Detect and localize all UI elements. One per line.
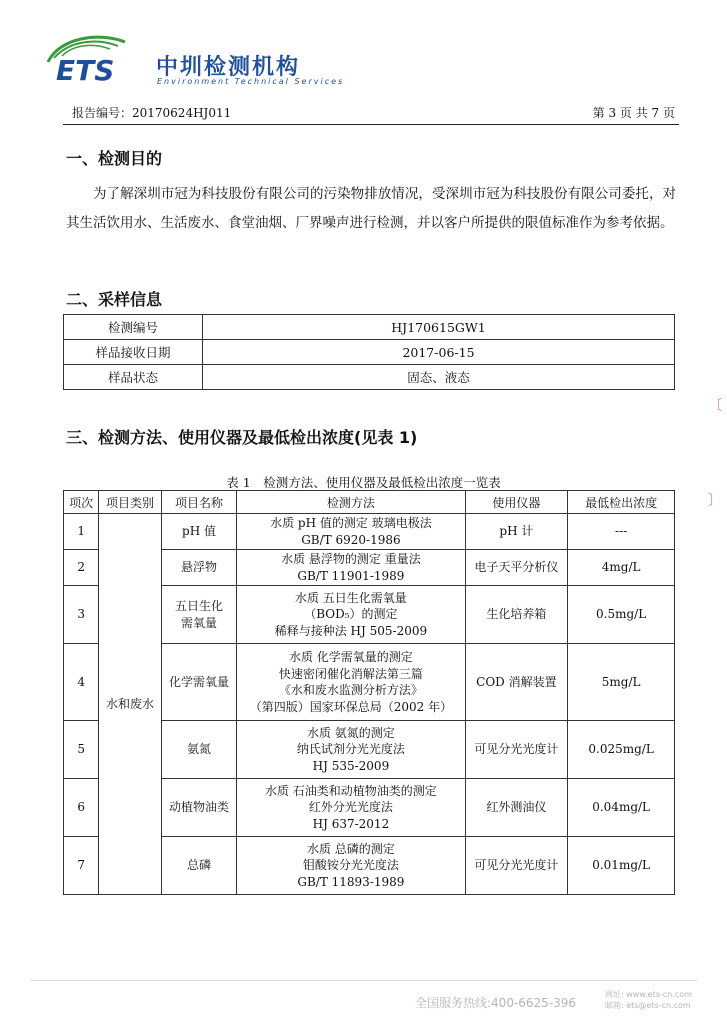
item-name-line: 需氧量 xyxy=(181,615,218,630)
website: 网址: www.ets-cn.com xyxy=(605,990,692,999)
stamp-fragment: 〕 xyxy=(708,493,722,509)
item-method-line: 《水和废水监测分析方法》 xyxy=(278,683,423,697)
table-row xyxy=(64,315,675,340)
item-instrument: pH 计 xyxy=(465,514,568,550)
item-method xyxy=(237,837,465,895)
footer-contact xyxy=(605,989,692,1011)
item-method xyxy=(237,586,465,644)
item-method-line: GB/T 11893-1989 xyxy=(297,874,405,889)
col-header-category: 项目类别 xyxy=(99,491,161,514)
item-instrument: 红外测油仪 xyxy=(465,779,568,837)
item-no: 3 xyxy=(64,586,99,644)
sampling-label: 样品状态 xyxy=(64,365,203,390)
email: 邮箱: ets@ets-cn.com xyxy=(605,1001,691,1010)
item-name xyxy=(161,837,237,895)
col-header-method: 检测方法 xyxy=(237,491,465,514)
item-method-line: 水质 石油类和动植物油类的测定 xyxy=(264,783,437,798)
item-method-line: 红外分光光度法 xyxy=(308,800,393,815)
item-no: 2 xyxy=(64,550,99,586)
item-no: 7 xyxy=(64,837,99,895)
item-method xyxy=(237,514,465,550)
item-method-line: 水质 五日生化需氧量 xyxy=(294,590,407,605)
item-method xyxy=(237,550,465,586)
section-title-methods: 三、检测方法、使用仪器及最低检出浓度(见表 1) xyxy=(66,428,418,447)
item-method xyxy=(237,644,465,721)
item-method-line: （BOD₅）的测定 xyxy=(304,607,398,622)
item-name xyxy=(161,514,237,550)
item-limit: 0.04mg/L xyxy=(568,779,675,837)
table-header-row xyxy=(64,491,675,514)
logo-text: ETS xyxy=(56,54,115,84)
item-method-line: 水质 总磷的测定 xyxy=(306,841,395,856)
item-name xyxy=(161,586,237,644)
item-method-line: HJ 637-2012 xyxy=(312,816,390,831)
item-limit: 5mg/L xyxy=(568,644,675,721)
item-name-line: 氨氮 xyxy=(187,742,212,757)
item-name-line: 悬浮物 xyxy=(181,560,218,575)
item-no: 5 xyxy=(64,721,99,779)
item-instrument: 电子天平分析仪 xyxy=(465,550,568,586)
footer-divider xyxy=(30,980,697,981)
section-title-sampling: 二、采样信息 xyxy=(66,290,163,309)
item-method-line: （第四版）国家环保总局（2002 年） xyxy=(249,699,453,714)
item-instrument: 可见分光光度计 xyxy=(465,721,568,779)
item-method-line: 稀释与接种法 HJ 505-2009 xyxy=(274,623,428,638)
item-instrument: COD 消解装置 xyxy=(465,644,568,721)
item-instrument: 可见分光光度计 xyxy=(465,837,568,895)
item-name-line: 总磷 xyxy=(187,858,212,873)
item-no: 6 xyxy=(64,779,99,837)
ets-logo xyxy=(40,32,150,84)
item-category: 水和废水 xyxy=(99,514,161,895)
item-name xyxy=(161,779,237,837)
item-name xyxy=(161,721,237,779)
item-method xyxy=(237,779,465,837)
item-method-line: 水质 悬浮物的测定 重量法 xyxy=(281,552,421,566)
item-method-line: 水质 化学需氧量的测定 xyxy=(288,650,413,664)
col-header-no: 项次 xyxy=(64,491,99,514)
item-method xyxy=(237,721,465,779)
item-method-line: HJ 535-2009 xyxy=(312,758,390,773)
item-limit: 0.025mg/L xyxy=(568,721,675,779)
item-method-line: GB/T 11901-1989 xyxy=(297,568,405,583)
sampling-value: HJ170615GW1 xyxy=(203,315,675,340)
sampling-value: 固态、液态 xyxy=(203,365,675,390)
table-row xyxy=(64,514,675,550)
item-name-line: 五日生化 xyxy=(175,599,224,613)
item-no: 4 xyxy=(64,644,99,721)
item-method-line: 水质 pH 值的测定 玻璃电极法 xyxy=(270,516,432,530)
section-title-purpose: 一、检测目的 xyxy=(66,149,163,168)
header-divider xyxy=(63,124,679,125)
item-name-line: 动植物油类 xyxy=(169,800,230,815)
item-method-line: 水质 氨氮的测定 xyxy=(306,725,395,740)
item-limit: 0.5mg/L xyxy=(568,586,675,644)
col-header-instrument: 使用仪器 xyxy=(465,491,568,514)
col-header-name: 项目名称 xyxy=(161,491,237,514)
methods-table xyxy=(63,490,675,895)
item-name xyxy=(161,644,237,721)
stamp-fragment: 〔 xyxy=(708,398,722,414)
item-name xyxy=(161,550,237,586)
brand-name-cn: 中圳检测机构 xyxy=(156,55,301,80)
table-row xyxy=(64,365,675,390)
item-method-line: GB/T 6920-1986 xyxy=(301,532,401,547)
item-name-line: pH 值 xyxy=(182,524,216,539)
col-header-limit: 最低检出浓度 xyxy=(568,491,675,514)
sampling-info-table xyxy=(63,314,675,390)
item-no: 1 xyxy=(64,514,99,550)
brand-name-en: Environment Technical Services xyxy=(157,77,345,86)
item-name-line: 化学需氧量 xyxy=(169,674,230,689)
sampling-label: 样品接收日期 xyxy=(64,340,203,365)
page-info: 第 3 页 共 7 页 xyxy=(592,106,675,120)
purpose-paragraph: 为了解深圳市冠为科技股份有限公司的污染物排放情况，受深圳市冠为科技股份有限公司委托，对其生活饮用水、生活废水、食堂油烟、厂界噪声进行检测，并以客户所提供的限值标准作为参考依据。 xyxy=(66,186,676,231)
item-limit: --- xyxy=(568,514,675,550)
sampling-label: 检测编号 xyxy=(64,315,203,340)
item-method-line: 钼酸铵分光光度法 xyxy=(302,858,399,873)
item-method-line: 快速密闭催化消解法第三篇 xyxy=(278,666,423,681)
service-hotline: 全国服务热线:400-6625-396 xyxy=(415,996,577,1010)
item-instrument: 生化培养箱 xyxy=(465,586,568,644)
table-row xyxy=(64,340,675,365)
report-number: 报告编号：20170624HJ011 xyxy=(72,106,232,120)
table-caption: 表 1 检测方法、使用仪器及最低检出浓度一览表 xyxy=(226,475,501,490)
item-method-line: 纳氏试剂分光光度法 xyxy=(296,742,405,757)
item-limit: 0.01mg/L xyxy=(568,837,675,895)
item-limit: 4mg/L xyxy=(568,550,675,586)
sampling-value: 2017-06-15 xyxy=(203,340,675,365)
